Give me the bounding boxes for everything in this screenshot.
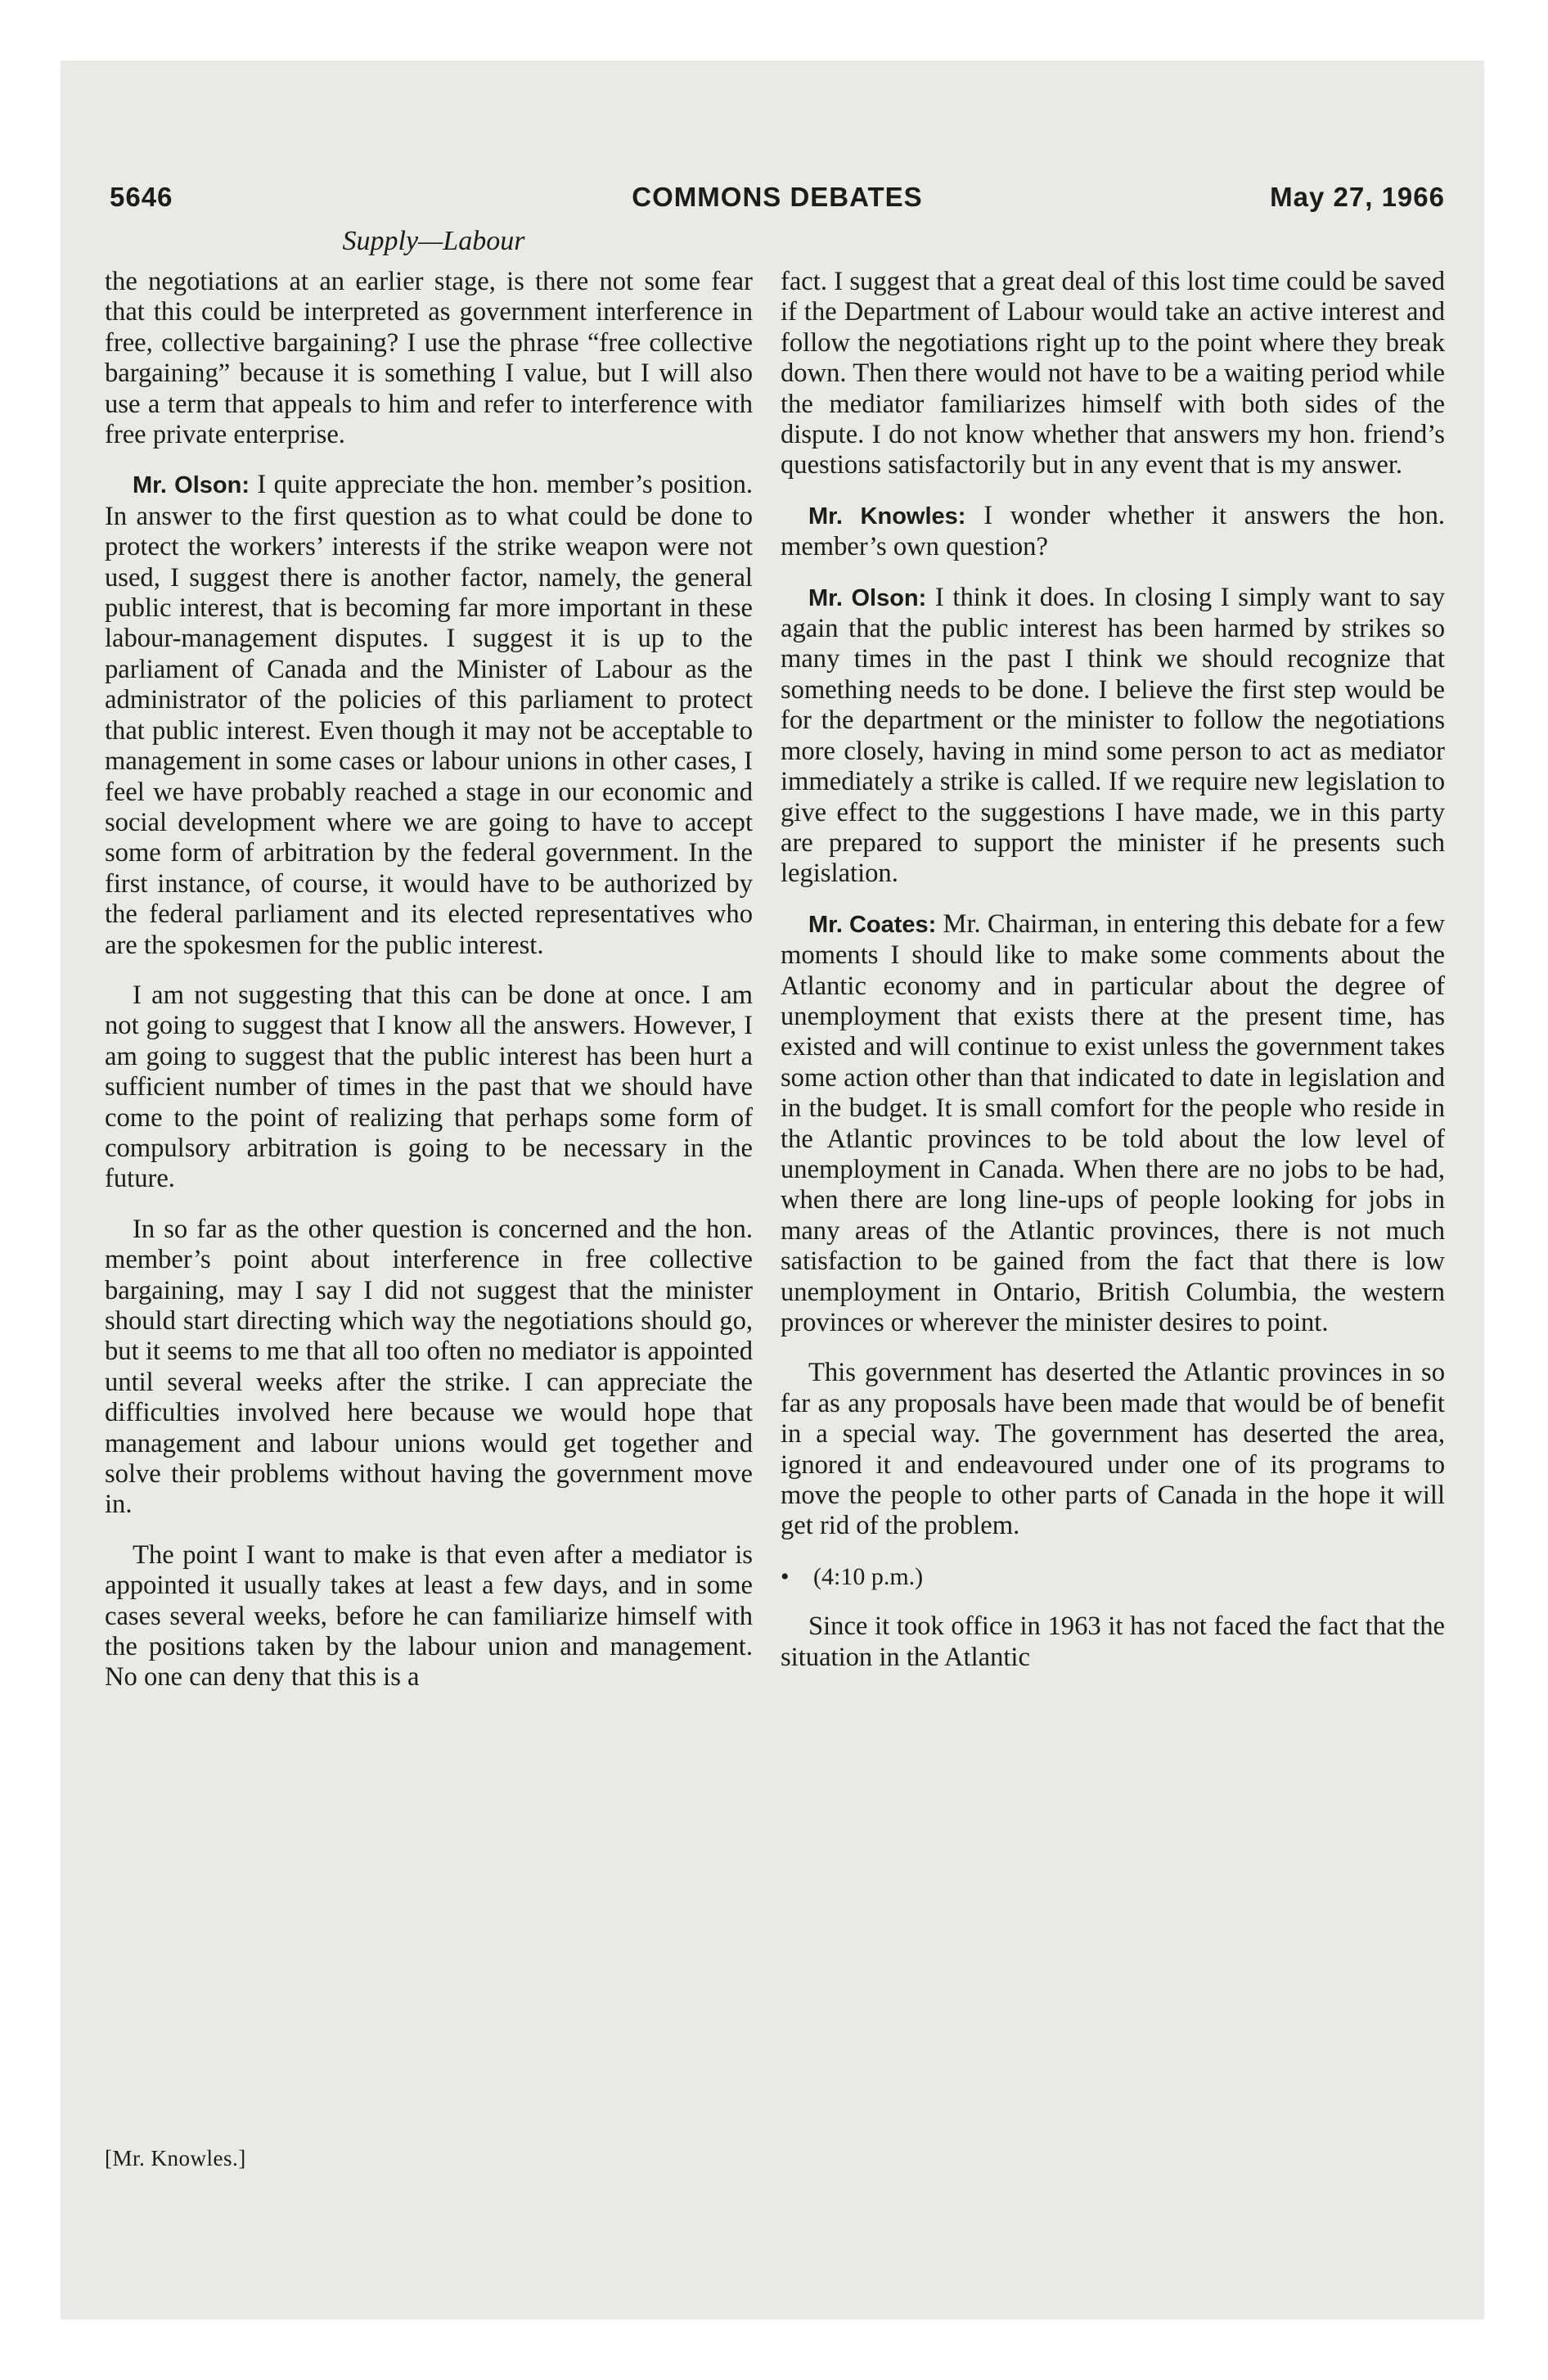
speech-text: Mr. Chairman, in entering this debate for a few moments I should like to make some comments about the Atlantic economy and in particular about the degree of unemployment that exists there at the present time, has existed and will continue to exist unless the government takes some action other than that indicated to date in legislation and in the budget. It is small comfort for the people who reside in the Atlantic provinces to be told about the low level of unemployment in Canada. When there are no jobs to be had, when there are long line-ups of people looking for jobs in many areas of the Atlantic provinces, there is not much satisfaction to be gained from the fact that there is low unemployment in Ontario, British Columbia, the western provinces or wherever the minister desires to point.	[781, 908, 1445, 1337]
paragraph: This government has deserted the Atlantic provinces in so far as any proposals have been made that would be of benefit in a special way. The government has deserted the area, ignored it and endeavoured under one of its programs to move the people to other parts of Canada in the hope it will get rid of the problem.	[781, 1358, 1445, 1541]
paragraph: In so far as the other question is concerned and the hon. member’s point about interference in free collective bargaining, may I say I did not suggest that the minister should start directing which way the negotiations should go, but it seems to me that all too often no mediator is appointed until several weeks after the strike. I can appreciate the difficulties involved here because we would hope that management and labour unions would get together and solve their problems without having the government move in.	[105, 1214, 753, 1520]
page-date: May 27, 1966	[1270, 182, 1445, 212]
speaker-name: Mr. Knowles:	[808, 503, 966, 530]
speech-paragraph	[781, 583, 1445, 890]
time-marker	[781, 1562, 1445, 1592]
speaker-name: Mr. Olson:	[133, 472, 250, 499]
speech-text: I think it does. In closing I simply want to say again that the public interest has been harmed by strikes so many times in the past I think we should recognize that something needs to be done. I believe the first step would be for the department or the minister to follow the negotiations more closely, having in mind some person to act as mediator immediately a strike is called. If we require new legislation to give effect to the suggestions I have made, we in this party are prepared to support the minister if he presents such legislation.	[781, 582, 1445, 889]
left-column	[105, 267, 753, 1713]
speech-paragraph	[105, 470, 753, 961]
paragraph: fact. I suggest that a great deal of this lost time could be saved if the Department of Labour would take an active interest and follow the negotiations right up to the point where they break down. Then there would not have to be a waiting period while the mediator familiarizes himself with both sides of the dispute. I do not know whether that answers my hon. friend’s questions satisfactorily but in any event that is my answer.	[781, 267, 1445, 480]
speaker-name: Mr. Coates:	[808, 911, 937, 938]
speech-text: I quite appreciate the hon. member’s position. In answer to the first question as to what could be done to protect the workers’ interests if the strike weapon were not used, I suggest there is another factor, namely, the general public interest, that is becoming far more important in these labour-management disputes. I suggest it is up to the parliament of Canada and the Minister of Labour as the administrator of the policies of this parliament to protect that public interest. Even though it may not be acceptable to management in some cases or labour unions in other cases, I feel we have probably reached a stage in our economic and social development where we are going to have to accept some form of arbitration by the federal government. In the first instance, of course, it would have to be authorized by the federal parliament and its elected representatives who are the spokesmen for the public interest.	[105, 470, 753, 960]
paragraph: Since it took office in 1963 it has not faced the fact that the situation in the Atlantic	[781, 1611, 1445, 1672]
bullet-icon: •	[781, 1562, 790, 1590]
right-column	[781, 267, 1445, 1693]
speech-paragraph	[781, 501, 1445, 563]
publication-title: COMMONS DEBATES	[632, 182, 923, 212]
paragraph: the negotiations at an earlier stage, is there not some fear that this could be interpreted as government interference in free, collective bargaining? I use the phrase “free collective bargaining” because it is something I value, but I will also use a term that appeals to him and refer to interference with free private enterprise.	[105, 267, 753, 450]
speaker-name: Mr. Olson:	[808, 584, 927, 611]
time-stamp: (4:10 p.m.)	[813, 1562, 924, 1590]
page-number: 5646	[110, 182, 173, 212]
page-header	[110, 182, 1445, 223]
speech-text: I wonder whether it answers the hon. member’s own question?	[781, 500, 1446, 562]
paragraph: I am not suggesting that this can be done at once. I am not going to suggest that I know all the answers. However, I am going to suggest that the public interest has been hurt a sufficient number of times in the past that we should have come to the point of realizing that perhaps some form of compulsory arbitration is going to be necessary in the future.	[105, 980, 753, 1194]
page-footer: [Mr. Knowles.]	[105, 2146, 246, 2170]
speech-paragraph	[781, 909, 1445, 1339]
paragraph: The point I want to make is that even after a mediator is appointed it usually takes at least a few days, and in some cases several weeks, before he can familiarize himself with the positions taken by the labour union and management. No one can deny that this is a	[105, 1539, 753, 1693]
section-subheading: Supply—Labour	[342, 226, 525, 256]
